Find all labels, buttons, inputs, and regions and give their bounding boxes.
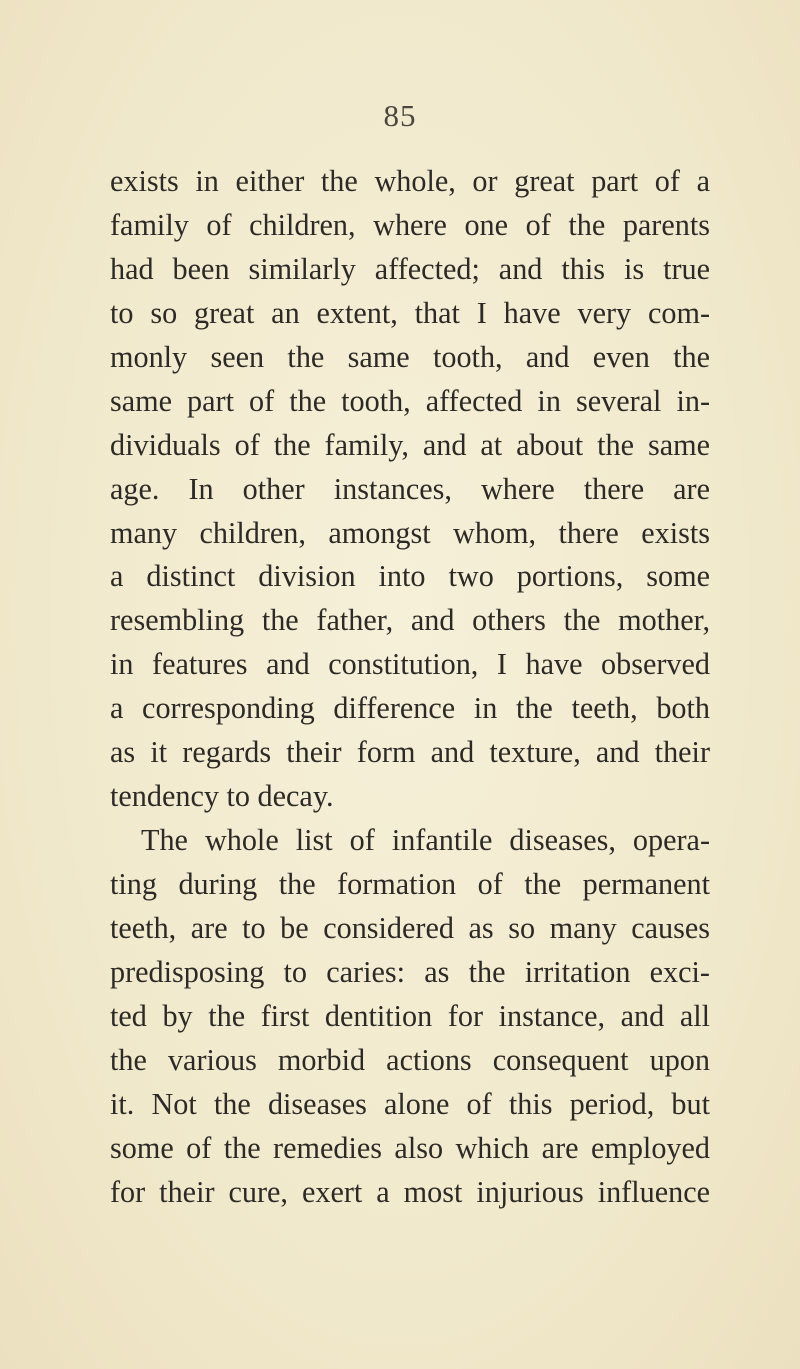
- text-line: it. Not the diseases alone of this period, but: [110, 1086, 710, 1121]
- paragraph: [110, 819, 710, 1214]
- text-line: exists in either the whole, or great part of a: [110, 164, 710, 198]
- text-line: the various morbid actions consequent upon: [110, 1042, 710, 1077]
- page-number: 85: [383, 98, 417, 133]
- text-line: teeth, are to be considered as so many causes: [110, 910, 710, 945]
- text-line: monly seen the same tooth, and even the: [110, 339, 710, 374]
- text-line: had been similarly affected; and this is true: [110, 251, 710, 286]
- text-line: a corresponding difference in the teeth, both: [110, 691, 710, 726]
- text-line: resembling the father, and others the mother,: [110, 603, 710, 638]
- text-line: The whole list of infantile diseases, opera-: [141, 823, 710, 858]
- text-line: to so great an extent, that I have very com-: [110, 295, 710, 330]
- text-line: ted by the first dentition for instance, and all: [110, 998, 710, 1033]
- text-line: family of children, where one of the parents: [110, 207, 710, 242]
- text-line: tendency to decay.: [110, 779, 334, 814]
- text-line: in features and constitution, I have observed: [110, 647, 710, 682]
- text-line: ting during the formation of the permanent: [110, 867, 710, 901]
- text-line: dividuals of the family, and at about the same: [110, 427, 710, 462]
- text-line: predisposing to caries: as the irritation exci-: [110, 954, 710, 989]
- text-line: a distinct division into two portions, some: [110, 559, 710, 594]
- text-line: for their cure, exert a most injurious influence: [110, 1174, 710, 1209]
- text-line: some of the remedies also which are employed: [110, 1130, 710, 1165]
- text-line: same part of the tooth, affected in several in-: [110, 383, 710, 418]
- body-text: [110, 160, 710, 1215]
- text-line: as it regards their form and texture, and their: [110, 735, 710, 770]
- text-line: age. In other instances, where there are: [110, 471, 710, 506]
- text-line: many children, amongst whom, there exists: [110, 515, 710, 550]
- paragraph: [110, 160, 710, 819]
